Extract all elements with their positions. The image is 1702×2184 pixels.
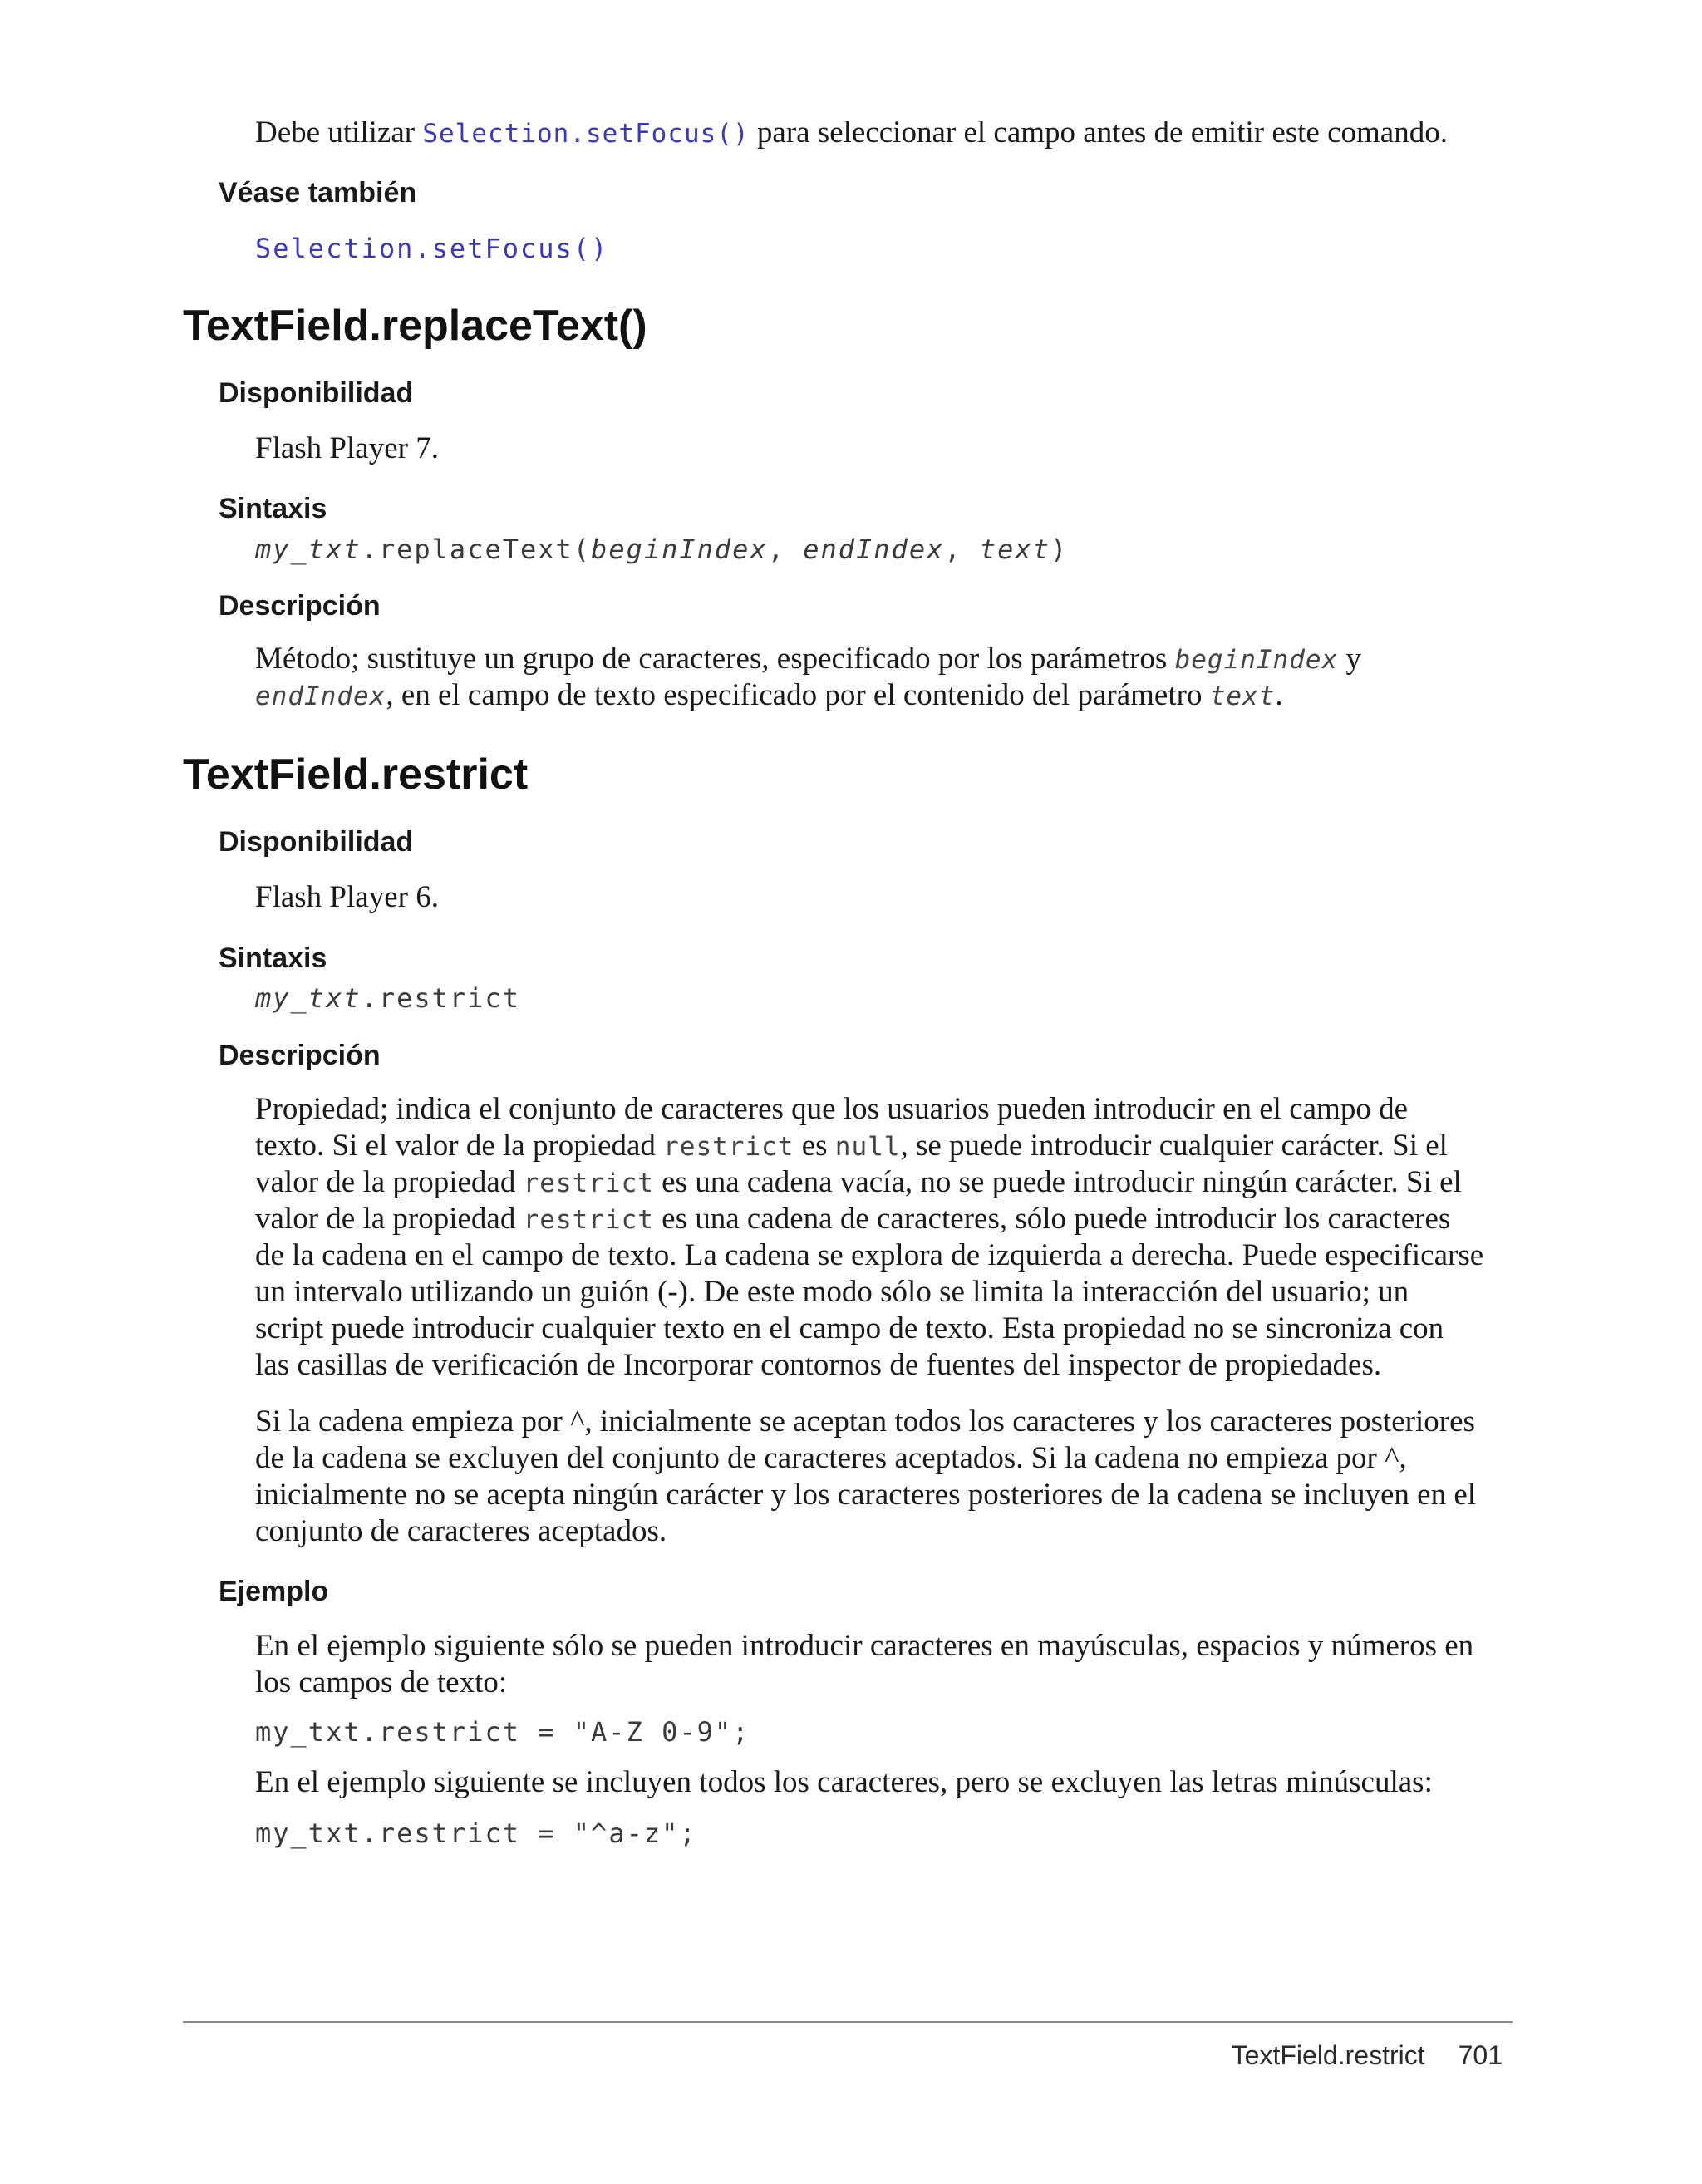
restrict-para2-line-3: inicialmente no se acepta ningún carácter y los caracteres posteriores de la cadena se incluyen en el bbox=[255, 1478, 1477, 1512]
code-begin-index: beginIndex bbox=[1174, 645, 1339, 675]
restrict-example2: En el ejemplo siguiente se incluyen todos los caracteres, pero se excluyen las letras minúsculas: bbox=[255, 1765, 1433, 1799]
restrict-syntax-heading: Sintaxis bbox=[219, 942, 327, 974]
code-restrict: restrict bbox=[523, 1168, 654, 1198]
description-text: Método; sustituye un grupo de caracteres, especificado por los parámetros bbox=[255, 642, 1175, 676]
intro-text-end: para seleccionar el campo antes de emitir este comando. bbox=[749, 116, 1448, 150]
see-also-link[interactable]: Selection.setFocus() bbox=[255, 233, 609, 264]
restrict-para1-line-7: script puede introducir cualquier texto en el campo de texto. Esta propiedad no se sincroniza con bbox=[255, 1311, 1444, 1345]
syntax-param-text: text bbox=[979, 534, 1050, 565]
description-text: y bbox=[1338, 642, 1361, 676]
description-text: , en el campo de texto especificado por el contenido del parámetro bbox=[386, 678, 1210, 712]
restrict-example1-line-1: En el ejemplo siguiente sólo se pueden introducir caracteres en mayúsculas, espacios y números en bbox=[255, 1629, 1474, 1663]
restrict-example1-line-2: los campos de texto: bbox=[255, 1665, 508, 1699]
restrict-code-example-2: my_txt.restrict = "^a-z"; bbox=[255, 1818, 697, 1849]
code-end-index: endIndex bbox=[255, 681, 386, 711]
replace-text-description-heading: Descripción bbox=[219, 590, 381, 622]
restrict-para2-line-1: Si la cadena empieza por ^, inicialmente se aceptan todos los caracteres y los caracteres posteriores bbox=[255, 1404, 1475, 1439]
description-text: . bbox=[1275, 678, 1283, 712]
page-number: 701 bbox=[1458, 2040, 1503, 2070]
syntax-param-begin-index: beginIndex bbox=[591, 534, 768, 565]
intro-code-link[interactable]: Selection.setFocus() bbox=[422, 119, 750, 149]
restrict-syntax bbox=[255, 981, 520, 1015]
replace-text-title: TextField.replaceText() bbox=[183, 302, 647, 350]
syntax-separator: , bbox=[944, 534, 980, 565]
syntax-method: .replaceText( bbox=[361, 534, 592, 565]
see-also-heading: Véase también bbox=[219, 177, 417, 209]
para-text: texto. Si el valor de la propiedad bbox=[255, 1129, 664, 1163]
replace-text-description-line-2 bbox=[255, 677, 1518, 715]
restrict-code-example-1: my_txt.restrict = "A-Z 0-9"; bbox=[255, 1716, 750, 1748]
syntax-close: ) bbox=[1050, 534, 1069, 565]
para-text: , se puede introducir cualquier carácter. Si el bbox=[900, 1129, 1448, 1163]
replace-text-availability-heading: Disponibilidad bbox=[219, 377, 414, 409]
restrict-description-heading: Descripción bbox=[219, 1040, 381, 1071]
syntax-object: my_txt bbox=[255, 982, 362, 1014]
footer-section-title: TextField.restrict bbox=[1231, 2040, 1425, 2070]
restrict-availability: Flash Player 6. bbox=[255, 880, 439, 914]
replace-text-description-line-1 bbox=[255, 641, 1518, 678]
para-text: es bbox=[794, 1129, 835, 1163]
syntax-property: .restrict bbox=[361, 982, 520, 1014]
restrict-para2-line-4: conjunto de caracteres aceptados. bbox=[255, 1514, 667, 1548]
replace-text-availability: Flash Player 7. bbox=[255, 431, 439, 465]
intro-paragraph bbox=[255, 115, 1518, 152]
restrict-para1-line-3 bbox=[255, 1164, 1518, 1202]
replace-text-syntax bbox=[255, 533, 1068, 566]
code-text: text bbox=[1209, 681, 1276, 711]
code-null: null bbox=[834, 1132, 901, 1162]
para-text: valor de la propiedad bbox=[255, 1202, 524, 1236]
footer-rule bbox=[183, 2021, 1513, 2023]
replace-text-syntax-heading: Sintaxis bbox=[219, 493, 327, 524]
syntax-object: my_txt bbox=[255, 534, 362, 565]
intro-text: Debe utilizar bbox=[255, 116, 423, 150]
page-footer bbox=[1232, 2040, 1503, 2071]
para-text: es una cadena vacía, no se puede introducir ningún carácter. Si el bbox=[653, 1165, 1462, 1199]
para-text: valor de la propiedad bbox=[255, 1165, 524, 1199]
restrict-title: TextField.restrict bbox=[183, 750, 529, 799]
restrict-availability-heading: Disponibilidad bbox=[219, 826, 414, 858]
restrict-para1-line-5: de la cadena en el campo de texto. La cadena se explora de izquierda a derecha. Puede especificarse bbox=[255, 1238, 1484, 1272]
restrict-example-heading: Ejemplo bbox=[219, 1576, 329, 1607]
restrict-para2-line-2: de la cadena se excluyen del conjunto de caracteres aceptados. Si la cadena no empieza por ^, bbox=[255, 1441, 1407, 1475]
restrict-para1-line-4 bbox=[255, 1201, 1518, 1238]
restrict-para1-line-2 bbox=[255, 1128, 1518, 1165]
code-restrict: restrict bbox=[663, 1132, 794, 1162]
restrict-para1-line-8: las casillas de verificación de Incorporar contornos de fuentes del inspector de propiedades. bbox=[255, 1348, 1382, 1382]
para-text: es una cadena de caracteres, sólo puede introducir los caracteres bbox=[653, 1202, 1451, 1236]
syntax-separator: , bbox=[767, 534, 804, 565]
restrict-para1-line-1: Propiedad; indica el conjunto de caracteres que los usuarios pueden introducir en el campo de bbox=[255, 1092, 1409, 1126]
restrict-para1-line-6: un intervalo utilizando un guión (-). De este modo sólo se limita la interacción del usuario; un bbox=[255, 1275, 1409, 1309]
syntax-param-end-index: endIndex bbox=[803, 534, 945, 565]
code-restrict: restrict bbox=[523, 1205, 654, 1235]
